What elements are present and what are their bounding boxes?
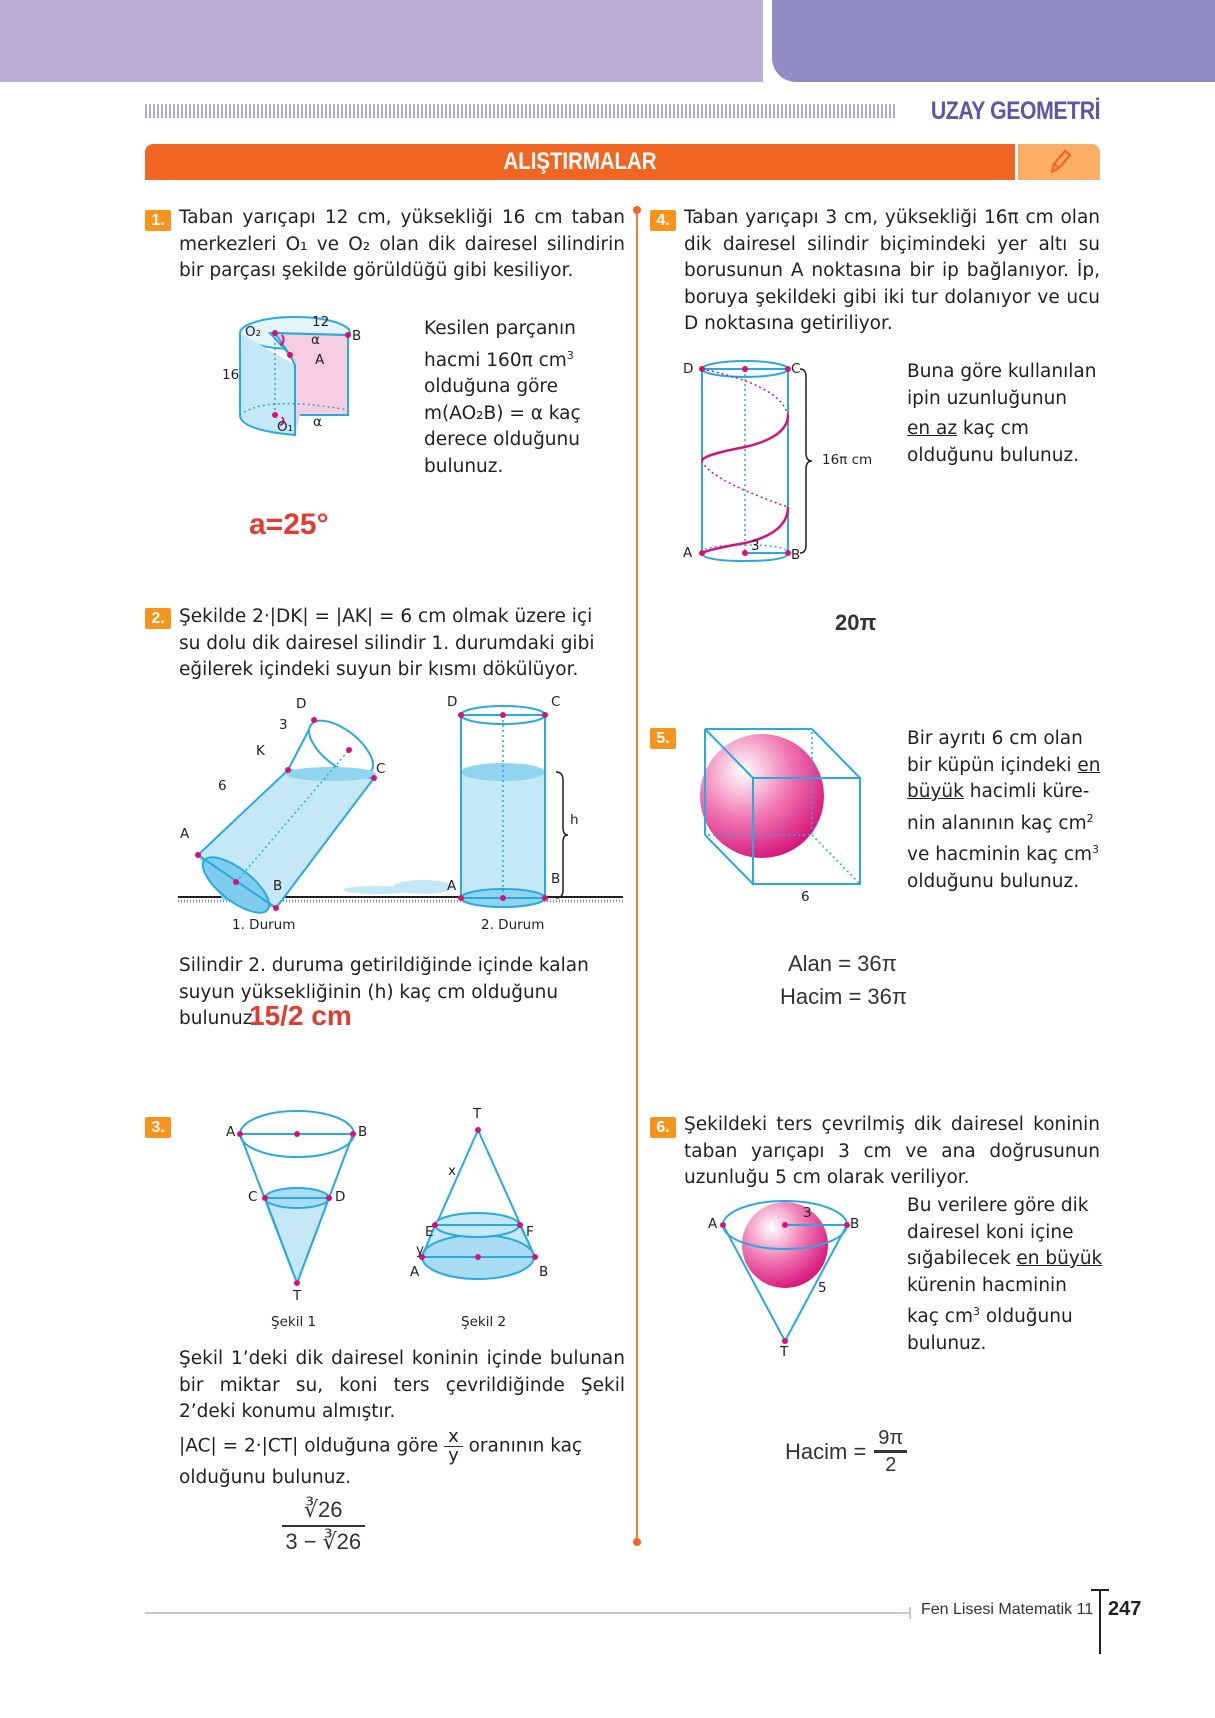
question-1-badge: 1.: [145, 210, 171, 231]
question-1-side-text: Kesilen parçanın hacmi 160π $cm^3$ olduğuna göre m(AO₂B) = α kaç derece olduğunu bulunuz.: [424, 318, 581, 477]
q1-label-o1: O₁: [277, 419, 294, 435]
question-3-answer: ∛26 3 − ∛26: [282, 1497, 365, 1555]
column-divider: [636, 210, 638, 1542]
question-4-answer: 20π: [835, 610, 877, 635]
q1-label-b: B: [352, 328, 362, 344]
question-3-figure-1: [230, 1105, 370, 1305]
q3-f2-label-b: B: [539, 1264, 549, 1280]
q4-label-b: B: [791, 547, 801, 563]
q6-label-5: 5: [818, 1280, 827, 1296]
q6-label-a: A: [708, 1216, 718, 1232]
q2-label-h: h: [570, 812, 579, 828]
ratio-x-over-y: $\frac{x}{y}$: [444, 1428, 463, 1465]
q2-label-a2: A: [447, 878, 457, 894]
q2-label-k: K: [256, 743, 265, 759]
divider-dot-top: [633, 206, 641, 214]
q1-label-alpha-bottom: α: [313, 414, 322, 430]
q1-label-16: 16: [222, 367, 240, 383]
question-2-text: Şekilde 2·|DK| = |AK| = 6 cm olmak üzere içi su dolu dik dairesel silindir 1. durumdaki gibi eğilerek içindeki suyun bir kısmı dökülüyor.: [179, 606, 595, 680]
q3-caption-1: Şekil 1: [271, 1314, 317, 1330]
q3-f1-label-t: T: [293, 1288, 302, 1304]
q4-label-a: A: [683, 545, 693, 561]
q2-label-b1: B: [273, 878, 283, 894]
q5-label-edge: 6: [801, 889, 810, 905]
q1-label-alpha-top: α: [311, 332, 320, 348]
question-5-figure: [700, 725, 870, 895]
q2-label-a1: A: [180, 826, 190, 842]
q2-label-c2: C: [551, 694, 561, 710]
question-6-text: Şekildeki ters çevrilmiş dik dairesel koninin taban yarıçapı 3 cm ve ana doğrusunun uzunluğu 5 cm olarak veriliyor.: [684, 1114, 1100, 1188]
question-6-figure: [705, 1195, 865, 1355]
q6-label-t: T: [780, 1344, 789, 1360]
q4-label-c: C: [791, 361, 801, 377]
question-4-badge: 4.: [650, 210, 676, 231]
section-title: ALIŞTIRMALAR: [145, 144, 1015, 180]
question-6-badge: 6.: [650, 1117, 676, 1138]
q2-caption-1: 1. Durum: [232, 917, 296, 933]
q1-label-o2: O₂: [245, 324, 262, 340]
question-5-badge: 5.: [650, 728, 676, 749]
question-3-text: Şekil 1’deki dik dairesel koninin içinde bulunan bir miktar su, koni ters çevrildiğinde Şekil 2’deki konumu almıştır.: [179, 1348, 625, 1422]
section-bar: [145, 144, 1100, 180]
q3-f2-label-f: F: [526, 1224, 534, 1240]
q6-label-3: 3: [803, 1205, 812, 1221]
header-band-light: [0, 0, 763, 82]
question-6-answer: Hacim = $\frac{9\pi}{2}$: [785, 1428, 907, 1475]
question-5-answer-volume: Hacim = 36π: [780, 984, 908, 1009]
q1-label-a: A: [315, 352, 325, 368]
q2-label-c1: C: [376, 761, 386, 777]
title-tick-decoration: [145, 104, 895, 118]
question-2-figure: [178, 700, 628, 905]
question-5-side-text: Bir ayrıtı 6 cm olan bir küpün içindeki en büyük hacimli küre- nin alanının kaç $cm^2$ ve hacminin kaç $cm^3$ olduğunu bulunuz.: [907, 728, 1101, 892]
question-3-figure-2: [410, 1115, 550, 1295]
q3-f2-label-y: y: [416, 1242, 424, 1258]
question-2-answer: 15/2 cm: [249, 1000, 352, 1031]
q2-label-d2: D: [447, 694, 458, 710]
question-1-text: Taban yarıçapı 12 cm, yüksekliği 16 cm taban merkezleri O₁ ve O₂ olan dik dairesel silindirin bir parçası şekilde görüldüğü gibi kesiliyor.: [179, 207, 625, 281]
question-2-badge: 2.: [145, 608, 171, 629]
q2-label-3: 3: [279, 717, 288, 733]
question-5-answer-area: Alan = 36π: [788, 951, 897, 976]
question-2-question: Silindir 2. duruma getirildiğinde içinde kalan suyun yüksekliğinin (h) kaç cm olduğunu bulunuz.: [179, 955, 589, 1029]
q2-caption-2: 2. Durum: [481, 917, 545, 933]
q3-f2-label-t: T: [473, 1106, 482, 1122]
q3-f2-label-x: x: [448, 1163, 456, 1179]
footer-rule-end: [909, 1607, 911, 1619]
q3-f1-label-c: C: [248, 1189, 258, 1205]
q6-label-b: B: [850, 1216, 860, 1232]
chapter-title: UZAY GEOMETRİ: [930, 96, 1100, 125]
q3-f1-label-a: A: [226, 1124, 236, 1140]
question-1-answer: a=25°: [249, 508, 329, 541]
q2-label-b2: B: [551, 871, 561, 887]
chapter-title-row: [145, 98, 1100, 124]
footer-rule: [145, 1612, 911, 1614]
q2-label-d1: D: [296, 696, 307, 712]
q3-caption-2: Şekil 2: [461, 1314, 507, 1330]
question-4-side-text: Buna göre kullanılan ipin uzunluğunun en az kaç cm olduğunu bulunuz.: [907, 361, 1097, 466]
footer-book-title: Fen Lisesi Matematik 11: [921, 1601, 1094, 1618]
question-3-question: |AC| = 2·|CT| olduğuna göre $\frac{x}{y}$ oranının kaç olduğunu bulunuz.: [179, 1426, 583, 1488]
header-band-dark: [772, 0, 1215, 82]
question-3-badge: 3.: [145, 1117, 171, 1138]
question-6-side-text: Bu verilere göre dik dairesel koni içine sığabilecek en büyük kürenin hacminin kaç $cm^3$ olduğunu bulunuz.: [907, 1195, 1103, 1354]
q1-label-12: 12: [312, 314, 330, 330]
q4-label-d: D: [683, 361, 694, 377]
page-number: 247: [1108, 1598, 1142, 1620]
question-4-text: Taban yarıçapı 3 cm, yüksekliği 16π cm olan dik dairesel silindir biçimindeki yer altı su borusunun A noktasına bir ip bağlanıyor. İp, boruya şekildeki gibi iki tur dolanıyor ve ucu D noktasına getiriliyor.: [684, 207, 1100, 334]
footer-separator: [1099, 1589, 1101, 1654]
q3-f1-label-d: D: [335, 1189, 346, 1205]
q4-label-3: 3: [751, 538, 760, 554]
q3-f2-label-e: E: [425, 1224, 434, 1240]
q4-label-h: 16π cm: [822, 452, 873, 468]
divider-dot-bottom: [633, 1538, 641, 1546]
pencil-icon: [1018, 144, 1100, 180]
q2-label-6: 6: [218, 778, 227, 794]
q3-f1-label-b: B: [358, 1124, 368, 1140]
q3-f2-label-a: A: [410, 1264, 420, 1280]
